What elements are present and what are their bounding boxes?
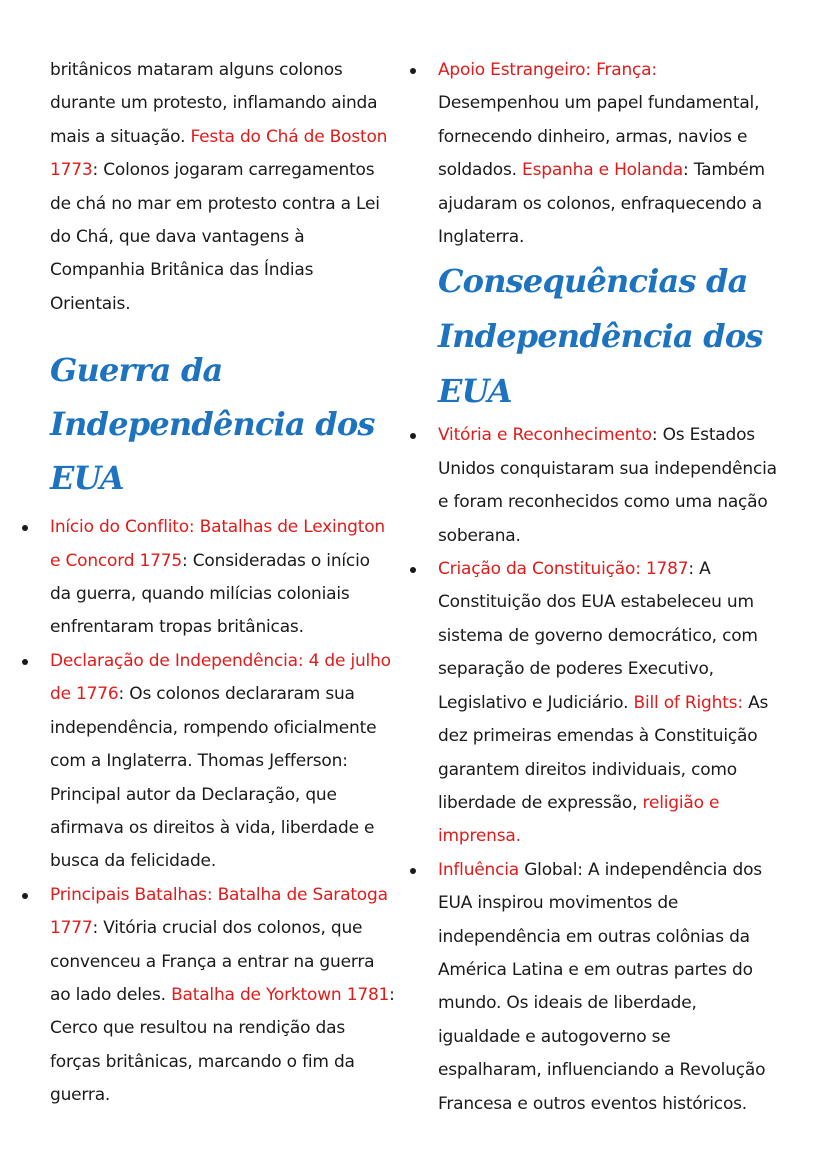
consequences-bullet-list	[438, 419, 778, 1121]
war-bullet-list	[50, 511, 395, 1112]
intro-text: britânicos mataram alguns colonos durante um protesto, inflamando ainda mais a situação.	[50, 60, 378, 147]
bullet-highlight: Declaração de Independência: 4 de julho de 1776	[50, 650, 391, 705]
right-column	[438, 54, 778, 1121]
bullet-highlight-3: religião e imprensa.	[438, 792, 720, 847]
bullet-text: : Os Estados Unidos conquistaram sua independência e foram reconhecidos como uma nação soberana.	[438, 425, 777, 546]
bullet-text: : Vitória crucial dos colonos, que convenceu a França a entrar na guerra ao lado deles.	[50, 918, 375, 1005]
bullet-item	[50, 879, 395, 1113]
bullet-text: Global: A independência dos EUA inspirou movimentos de independência em outras colônias da América Latina e em outras partes do mundo. Os ideais de liberdade, igualdade e autogoverno se espalharam, influenciando a Revolução Francesa e outros eventos históricos.	[438, 859, 766, 1114]
bullet-highlight-2: Espanha e Holanda	[522, 160, 683, 181]
bullet-item	[438, 419, 778, 553]
bullet-highlight: Início do Conflito: Batalhas de Lexington e Concord 1775	[50, 517, 385, 571]
bullet-item	[50, 645, 395, 879]
bullet-highlight: Influência	[438, 859, 519, 880]
bullet-highlight: Principais Batalhas: Batalha de Saratoga 1777	[50, 884, 388, 939]
bullet-item	[438, 553, 778, 854]
bullet-highlight: Vitória e Reconhecimento	[438, 425, 652, 446]
bullet-highlight-2: Bill of Rights:	[633, 692, 743, 713]
left-column	[50, 54, 395, 1113]
bullet-text-2: : Cerco que resultou na rendição das forças britânicas, marcando o fim da guerra.	[50, 984, 395, 1106]
intro-text-2: : Colonos jogaram carregamentos de chá no mar em protesto contra a Lei do Chá, que dava vantagens à Companhia Britânica das Índias Orientais.	[50, 160, 380, 314]
section-heading-consequences: Consequências da Independência dos EUA	[438, 262, 763, 411]
bullet-text: Desempenhou um papel fundamental, fornecendo dinheiro, armas, navios e soldados.	[438, 93, 760, 181]
bullet-highlight: Criação da Constituição: 1787	[438, 559, 689, 580]
bullet-item	[438, 854, 778, 1121]
bullet-text: : Consideradas o início da guerra, quando milícias coloniais enfrentaram tropas britânicas.	[50, 550, 370, 638]
bullet-item	[50, 511, 395, 645]
bullet-highlight-2: Batalha de Yorktown 1781	[171, 984, 390, 1005]
bullet-highlight: Apoio Estrangeiro: França:	[438, 60, 657, 80]
bullet-text: : Os colonos declararam sua independência, rompendo oficialmente com a Inglaterra. Thomas Jefferson: Principal autor da Declaração, que afirmava os direitos à vida, liberdade e busca da felicidade.	[50, 684, 377, 872]
intro-highlight: Festa do Chá de Boston 1773	[50, 126, 388, 181]
bullet-text: : A Constituição dos EUA estabeleceu um sistema de governo democrático, com separação de poderes Executivo, Legislativo e Judiciário.	[438, 559, 758, 713]
bullet-text-2: : Também ajudaram os colonos, enfraquecendo a Inglaterra.	[438, 160, 765, 248]
bullet-item	[438, 54, 778, 254]
section-heading-war: Guerra da Independência dos EUA	[50, 351, 375, 498]
bullet-text-2: As dez primeiras emendas à Constituição garantem direitos individuais, como liberdade de expressão,	[438, 692, 769, 813]
intro-paragraph	[50, 54, 395, 321]
support-bullet-list	[438, 54, 778, 254]
